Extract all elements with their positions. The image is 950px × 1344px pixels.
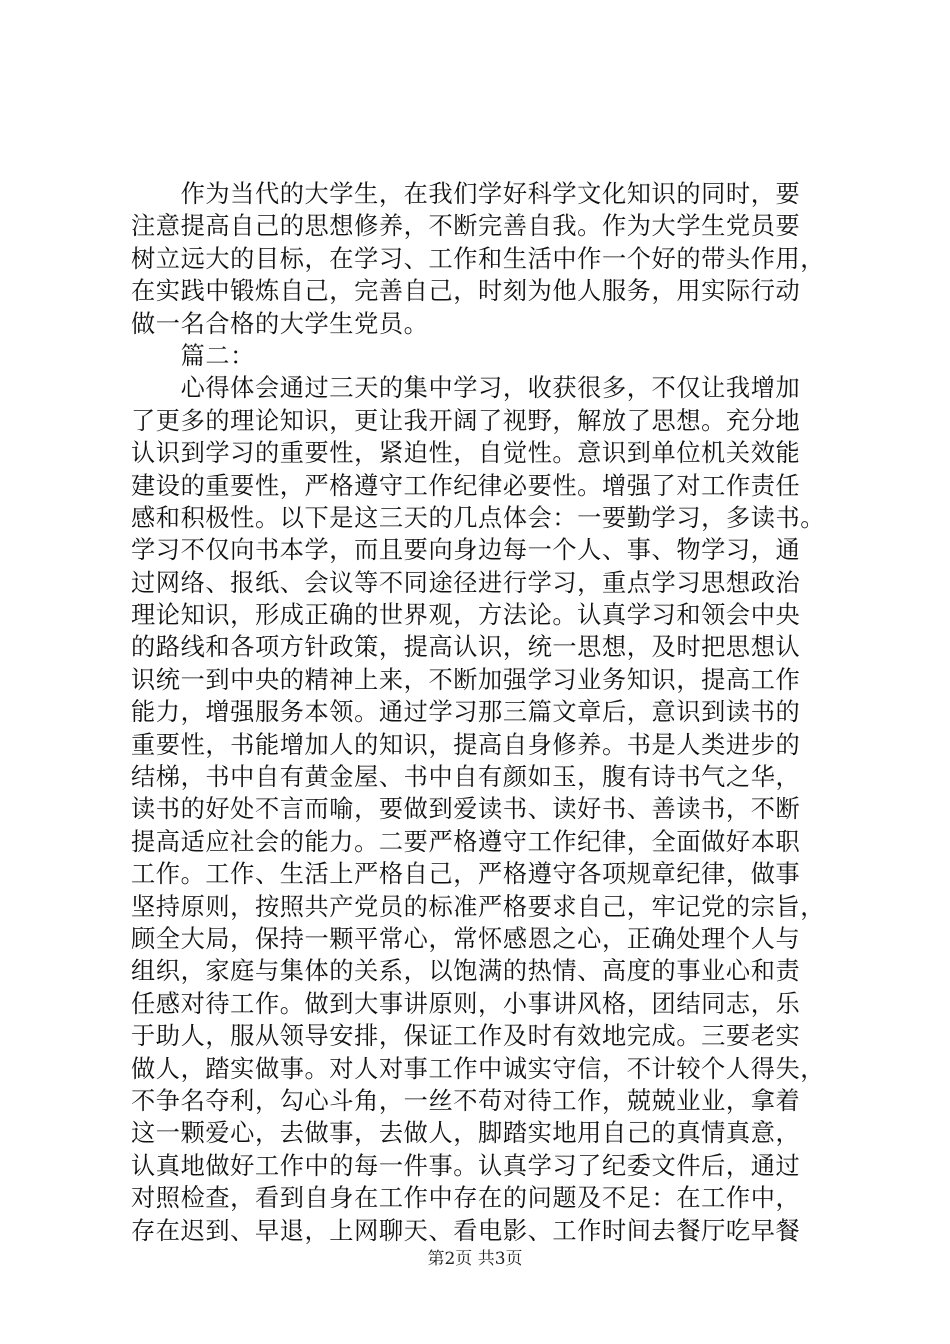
body-line: 这一颗爱心，去做事，去做人，脚踏实地用自己的真情真意，	[131, 1119, 801, 1148]
body-line: 学习不仅向书本学，而且要向身边每一个人、事、物学习，通	[131, 536, 801, 565]
body-line: 建设的重要性，严格遵守工作纪律必要性。增强了对工作责任	[131, 471, 801, 500]
body-line: 组织，家庭与集体的关系，以饱满的热情、高度的事业心和责	[131, 957, 801, 986]
body-line: 树立远大的目标，在学习、工作和生活中作一个好的带头作用，	[131, 244, 826, 273]
body-line: 读书的好处不言而喻，要做到爱读书、读好书、善读书，不断	[131, 795, 801, 824]
body-line: 理论知识，形成正确的世界观，方法论。认真学习和领会中央	[131, 601, 801, 630]
body-line: 感和积极性。以下是这三天的几点体会：一要勤学习，多读书。	[131, 503, 826, 532]
body-line: 能力，增强服务本领。通过学习那三篇文章后，意识到读书的	[131, 698, 801, 727]
body-line: 过网络、报纸、会议等不同途径进行学习，重点学习思想政治	[131, 568, 801, 597]
body-line: 认真地做好工作中的每一件事。认真学习了纪委文件后，通过	[131, 1151, 801, 1180]
section-heading: 篇二：	[131, 341, 255, 370]
body-line: 做人，踏实做事。对人对事工作中诚实守信，不计较个人得失，	[131, 1054, 826, 1083]
body-line: 了更多的理论知识，更让我开阔了视野，解放了思想。充分地	[131, 406, 801, 435]
page-number: 第2页 共3页	[427, 1249, 523, 1269]
body-line: 心得体会通过三天的集中学习，收获很多，不仅让我增加	[131, 374, 801, 403]
body-line: 在实践中锻炼自己，完善自己，时刻为他人服务，用实际行动	[131, 277, 801, 306]
body-line: 提高适应社会的能力。二要严格遵守工作纪律，全面做好本职	[131, 827, 801, 856]
body-line: 工作。工作、生活上严格自己，严格遵守各项规章纪律，做事	[131, 860, 801, 889]
body-line: 做一名合格的大学生党员。	[131, 309, 429, 338]
body-line: 的路线和各项方针政策，提高认识，统一思想，及时把思想认	[131, 633, 801, 662]
page-footer	[0, 1248, 950, 1270]
body-line: 结梯，书中自有黄金屋、书中自有颜如玉，腹有诗书气之华，	[131, 763, 801, 792]
body-line: 注意提高自己的思想修养，不断完善自我。作为大学生党员要	[131, 212, 801, 241]
body-line: 认识到学习的重要性，紧迫性，自觉性。意识到单位机关效能	[131, 439, 801, 468]
document-body	[131, 178, 831, 1247]
body-line: 识统一到中央的精神上来，不断加强学习业务知识，提高工作	[131, 665, 801, 694]
body-line: 对照检查，看到自身在工作中存在的问题及不足：在工作中，	[131, 1184, 801, 1213]
body-line: 坚持原则，按照共产党员的标准严格要求自己，牢记党的宗旨，	[131, 892, 826, 921]
body-line: 作为当代的大学生，在我们学好科学文化知识的同时，要	[131, 180, 801, 208]
body-line: 不争名夺利，勾心斗角，一丝不苟对待工作，兢兢业业，拿着	[131, 1086, 801, 1115]
body-line: 顾全大局，保持一颗平常心，常怀感恩之心，正确处理个人与	[131, 924, 801, 953]
body-line: 于助人，服从领导安排，保证工作及时有效地完成。三要老实	[131, 1022, 801, 1051]
body-line: 任感对待工作。做到大事讲原则，小事讲风格，团结同志，乐	[131, 989, 801, 1018]
body-line: 重要性，书能增加人的知识，提高自身修养。书是人类进步的	[131, 730, 801, 759]
body-line: 存在迟到、早退，上网聊天、看电影、工作时间去餐厅吃早餐	[131, 1216, 801, 1245]
